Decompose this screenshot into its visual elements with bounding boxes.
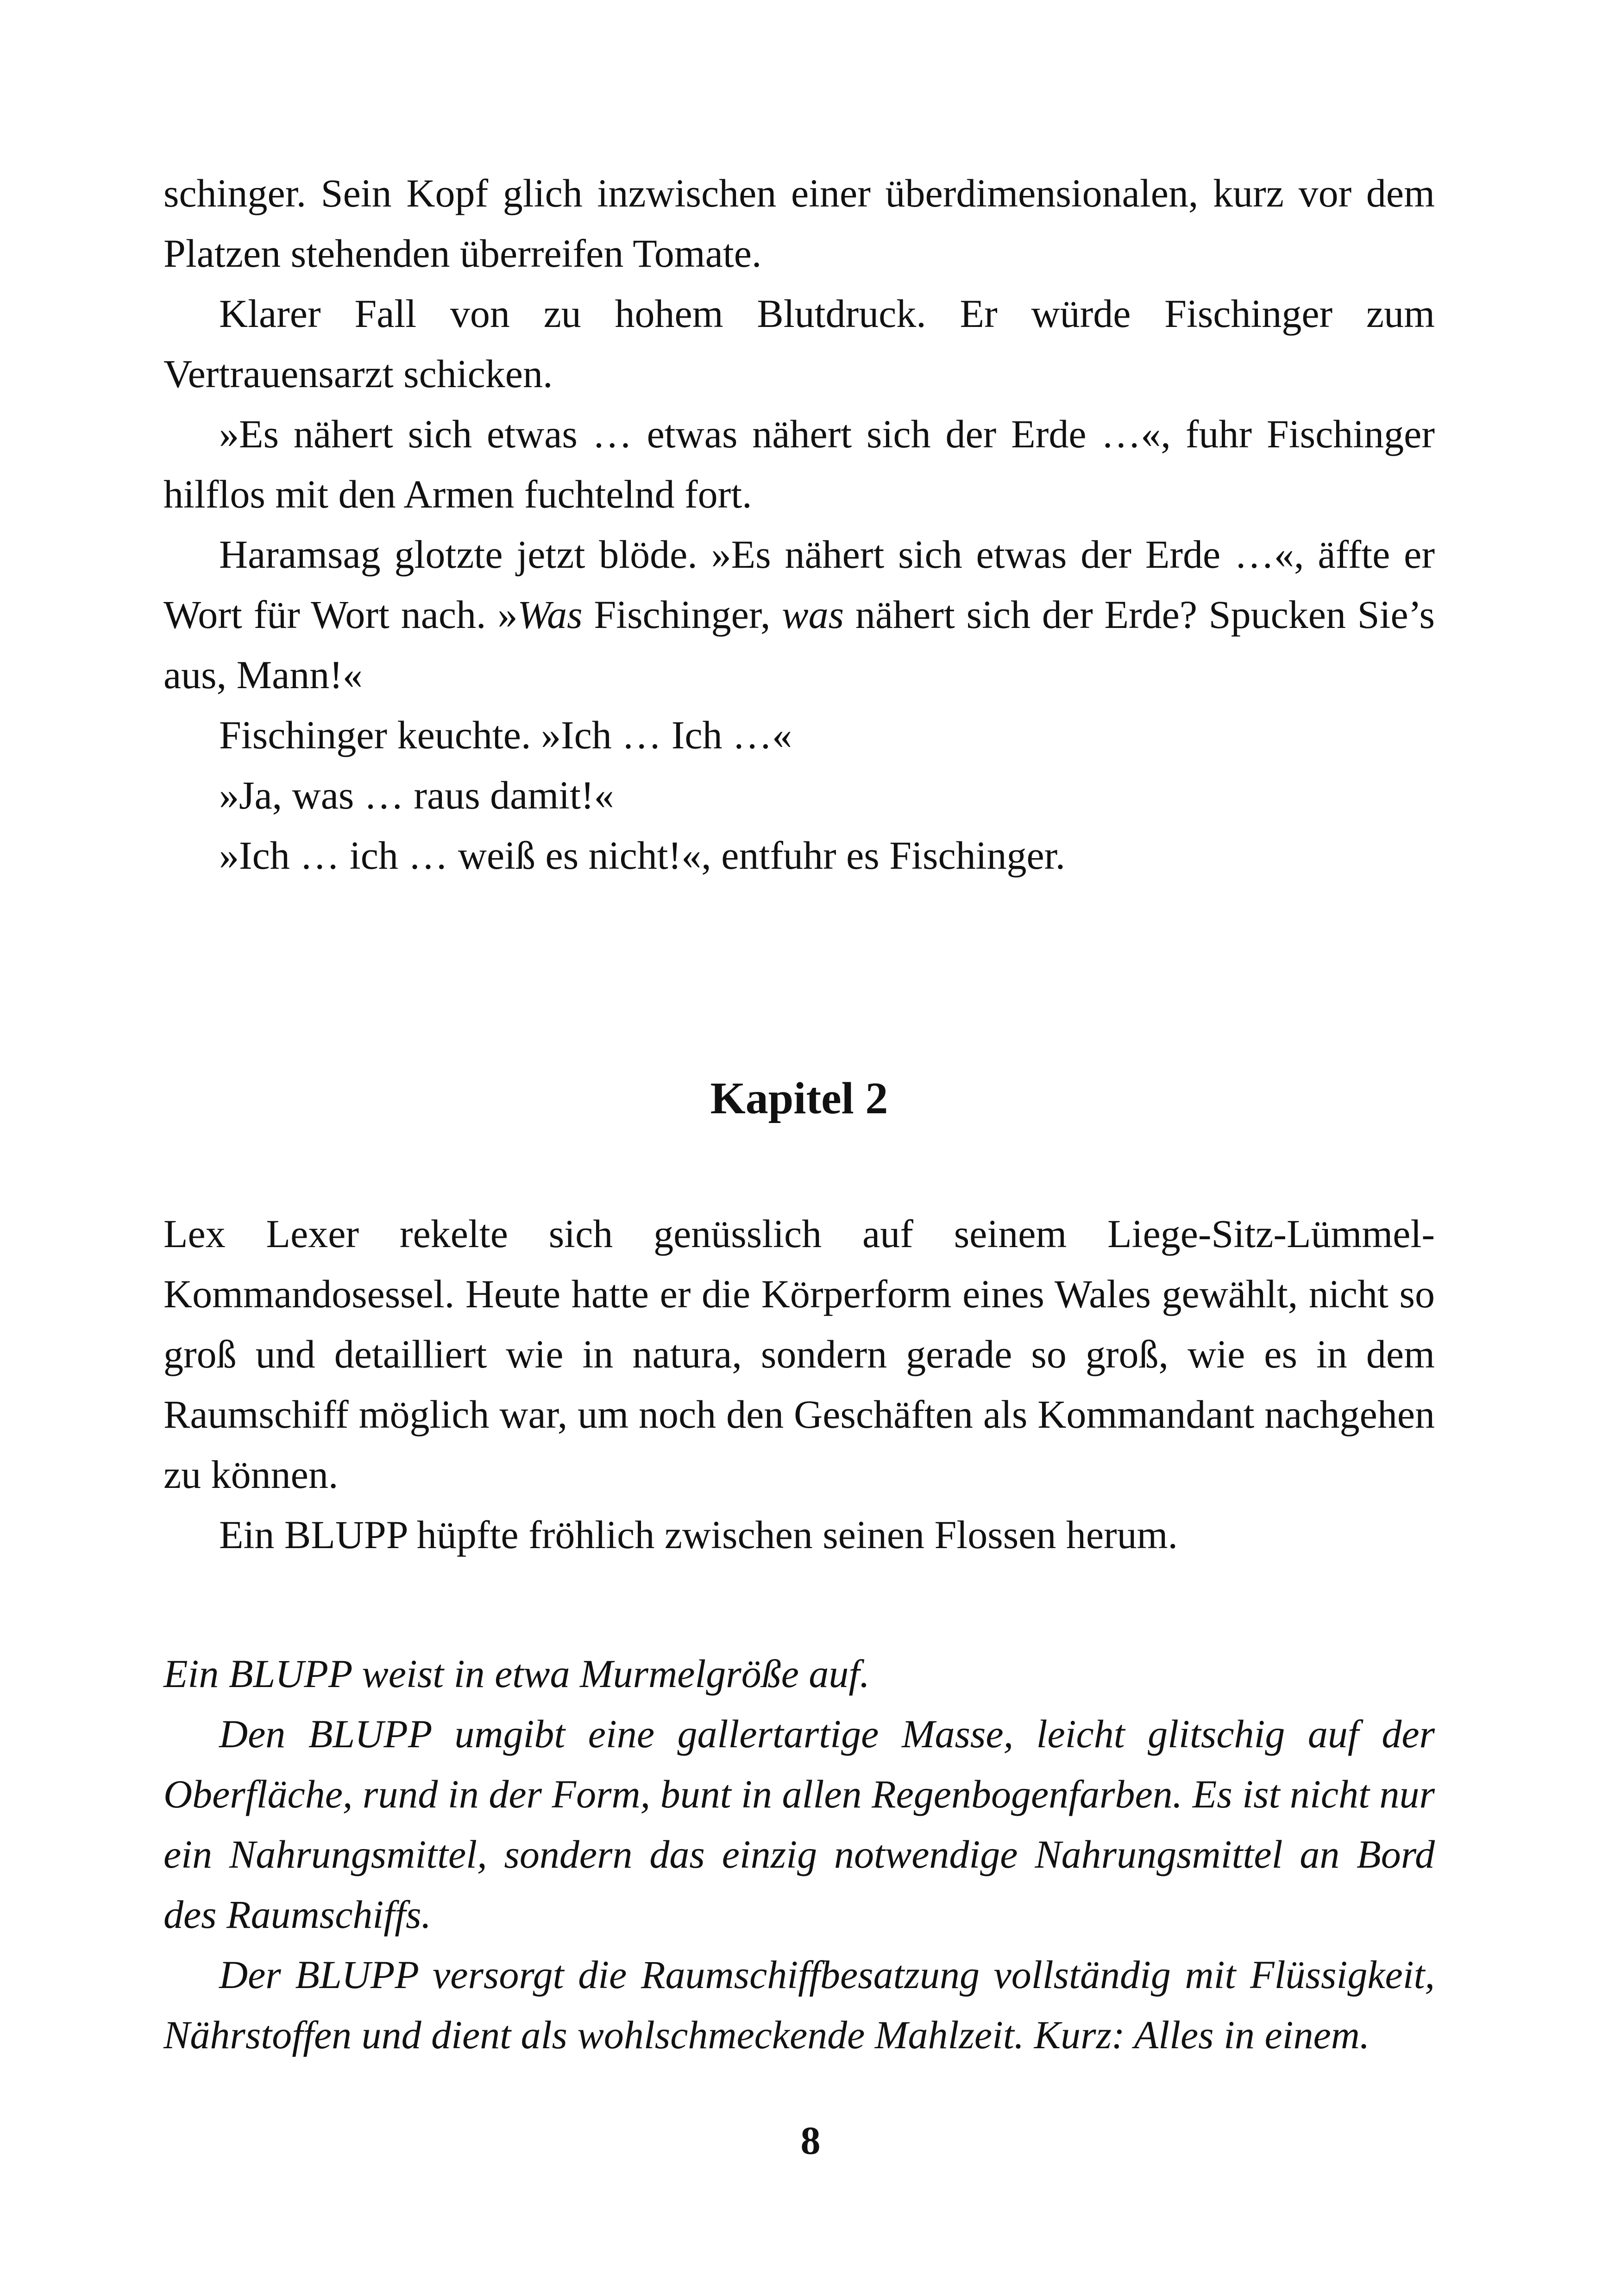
paragraph-haramsag: [163, 524, 1435, 705]
paragraph-dialogue-approaching: »Es nähert sich etwas … etwas nähert sich der Erde …«, fuhr Fischinger hilflos mit den Armen fuchtelnd fort.: [163, 412, 1435, 516]
paragraph-continuation: schinger. Sein Kopf glich inzwischen einer überdimensionalen, kurz vor dem Platzen stehenden überreifen Tomate.: [163, 171, 1435, 276]
paragraph-lex-lexer: Lex Lexer rekelte sich genüsslich auf seinem Liege-Sitz-Lümmel-Kommandosessel. Heute hatte er die Körperform eines Wales gewählt, nicht so groß und detailliert wie in natura, sondern gerade so groß, wie es in dem Raumschiff möglich war, um noch den Geschäften als Kommandant nachgehen zu können.: [163, 1211, 1435, 1497]
paragraph-raus-damit: »Ja, was … raus damit!«: [219, 773, 614, 817]
paragraph-haramsag-part-c: nähert sich der Erde? Spucken Sie’s aus, Mann!«: [163, 592, 1435, 697]
page-number: 8: [800, 2118, 821, 2163]
page-body: [163, 163, 1435, 2065]
paragraph-weiss-es-nicht: »Ich … ich … weiß es nicht!«, entfuhr es Fischinger.: [219, 833, 1066, 878]
paragraph-fischinger-gasp: Fischinger keuchte. »Ich … Ich …«: [219, 713, 792, 757]
paragraph-blupp-size: Ein BLUPP weist in etwa Murmelgröße auf.: [163, 1651, 870, 1696]
paragraph-haramsag-part-b: Fischinger,: [582, 592, 782, 637]
paragraph-blupp-hopping: Ein BLUPP hüpfte fröhlich zwischen seinen Flossen herum.: [219, 1512, 1178, 1557]
paragraph-blood-pressure: Klarer Fall von zu hohem Blutdruck. Er würde Fischinger zum Vertrauensarzt schicken.: [163, 291, 1435, 396]
paragraph-blupp-supply: Der BLUPP versorgt die Raumschiffbesatzung vollständig mit Flüssigkeit, Nährstoffen und dient als wohlschmeckende Mahlzeit. Kurz: Alles in einem.: [163, 1952, 1435, 2057]
emphasis-was-1: Was: [517, 592, 583, 637]
paragraph-haramsag-part-a: Haramsag glotzte jetzt blöde. »Es nähert sich etwas der Erde …«, äffte er Wort für Wort nach. »: [163, 532, 1435, 637]
blupp-info-block: [163, 1644, 1435, 2065]
paragraph-blupp-mass: Den BLUPP umgibt eine gallertartige Masse, leicht glitschig auf der Oberfläche, rund in der Form, bunt in allen Regenbogenfarben. Es ist nicht nur ein Nahrungsmittel, sondern das einzig notwendige Nahrungsmittel an Bord des Raumschiffs.: [163, 1712, 1435, 1937]
emphasis-was-2: was: [782, 592, 844, 637]
chapter-heading: Kapitel 2: [710, 1073, 888, 1123]
chapter-body: [163, 1204, 1435, 1565]
